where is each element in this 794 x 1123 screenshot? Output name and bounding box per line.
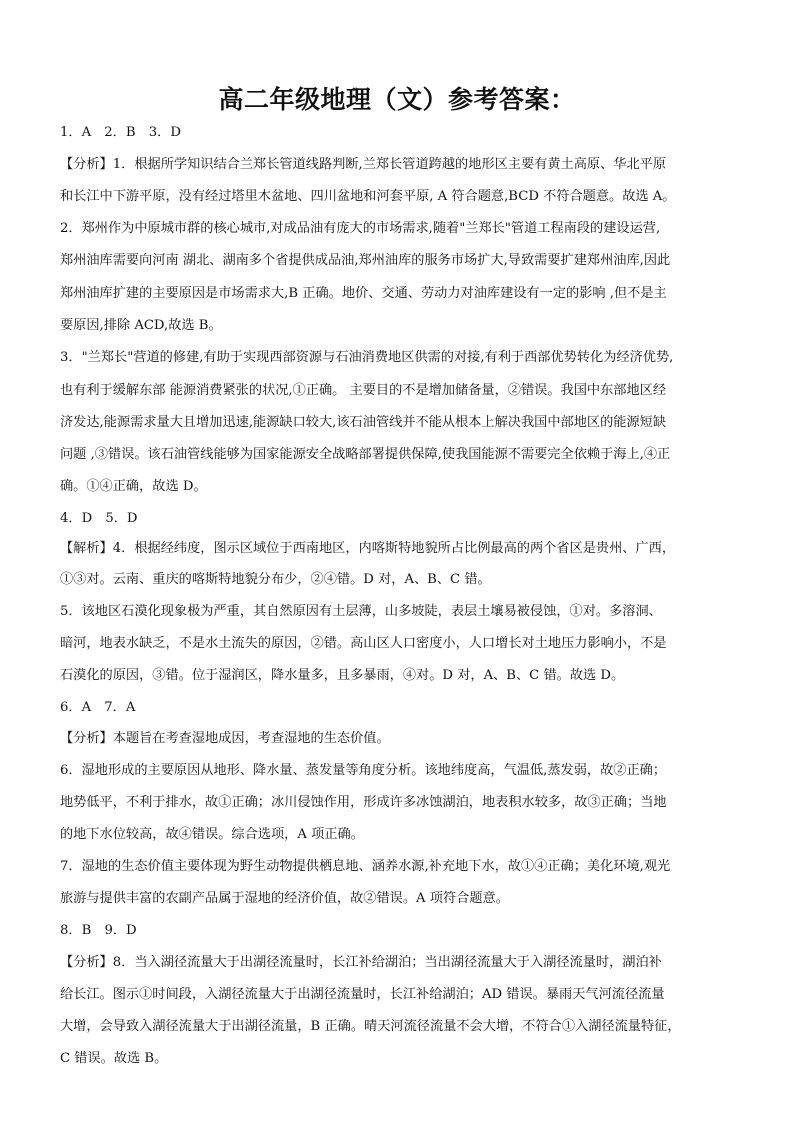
text-line: ①③对。云南、重庆的喀斯特地貌分布少，②④错。D 对，A、B、C 错。 xyxy=(60,572,491,587)
text-line: 4．D 5．D xyxy=(60,511,138,526)
text-line: 6．A 7．A xyxy=(60,700,136,715)
page-title: 高二年级地理（文）参考答案： xyxy=(218,85,576,114)
text-line: 问题 ,③错误。该石油管线能够为国家能源安全战略部署提供保障,使我国能源不需要完全依赖于海上,④正 xyxy=(60,447,671,462)
text-line: 济发达,能源需求量大且增加迅速,能源缺口较大,该石油管线并不能从根本上解决我国中部地区的能源短缺 xyxy=(60,415,667,430)
text-line: 要原因,排除 ACD,故选 B。 xyxy=(60,318,222,333)
text-line: 1．A 2．B 3．D xyxy=(60,125,181,140)
text-line: 【分析】本题旨在考查湿地成因，考查湿地的生态价值。 xyxy=(60,731,390,746)
text-line: 5．该地区石漠化现象极为严重，其自然原因有土层薄，山多坡陡，表层土壤易被侵蚀，①对。多溶洞、 xyxy=(60,604,662,619)
text-line: 7．湿地的生态价值主要体现为野生动物提供栖息地、涵养水源,补充地下水，故①④正确；美化环境,观光 xyxy=(60,859,671,874)
text-line: 【分析】1．根据所学知识结合兰郑长管道线路判断,兰郑长管道跨越的地形区主要有黄土高原、华北平原 xyxy=(60,157,667,172)
text-line: 和长江中下游平原，没有经过塔里木盆地、四川盆地和河套平原, A 符合题意,BCD 不符合题意。故选 A。 xyxy=(60,189,676,204)
text-line: 8．B 9．D xyxy=(60,923,137,938)
text-line: 石漠化的原因，③错。位于湿润区，降水量多，且多暴雨，④对。D 对，A、B、C 错。故选 D。 xyxy=(60,668,625,683)
text-line: 旅游与提供丰富的农副产品属于湿地的经济价值，故②错误。A 项符合题意。 xyxy=(60,891,509,906)
text-line: 3．"兰郑长"营道的修建,有助于实现西部资源与石油消费地区供需的对接,有利于西部优势转化为经济优势, xyxy=(60,350,674,365)
text-line: 地势低平，不利于排水，故①正确；冰川侵蚀作用，形成许多冰蚀湖泊，地表积水较多，故③正确；当地 xyxy=(60,795,667,810)
text-line: 确。①④正确，故选 D。 xyxy=(60,479,207,494)
text-line: 大增，会导致入湖径流量大于出湖径流量，B 正确。晴天河流径流量不会大增，不符合①入湖径流量特征， xyxy=(60,1019,681,1034)
text-line: 也有利于缓解东部 能源消费紧张的状况,①正确。 主要目的不是增加储备量，②错误。我国中东部地区经 xyxy=(60,383,667,398)
text-line: 郑州油库需要向河南 湖北、湖南多个省提供成品油,郑州油库的服务市场扩大,导致需要扩建郑州油库,因此 xyxy=(60,253,671,268)
text-line: C 错误。故选 B。 xyxy=(60,1051,168,1066)
text-line: 的地下水位较高，故④错误。综合选项，A 项正确。 xyxy=(60,827,364,842)
text-line: 【解析】4．根据经纬度，图示区域位于西南地区，内喀斯特地貌所占比例最高的两个省区是贵州、广西， xyxy=(60,541,676,556)
text-line: 暗河，地表水缺乏，不是水土流失的原因，②错。高山区人口密度小，人口增长对土地压力影响小，不是 xyxy=(60,636,667,651)
text-line: 给长江。图示①时间段，入湖径流量大于出湖径流量时，长江补给湖泊；AD 错误。暴雨天气河流径流量 xyxy=(60,987,665,1002)
text-line: 【分析】8．当入湖径流量大于出湖径流量时，长江补给湖泊；当出湖径流量大于入湖径流量时，湖泊补 xyxy=(60,955,662,970)
text-line: 2．郑州作为中原城市群的核心城市,对成品油有庞大的市场需求,随着"兰郑长"管道工程南段的建设运营, xyxy=(60,221,661,236)
text-line: 郑州油库扩建的主要原因是市场需求大,B 正确。地价、交通、劳动力对油库建设有一定的影响 ,但不是主 xyxy=(60,286,667,301)
text-line: 6．湿地形成的主要原因从地形、降水量、蒸发量等角度分析。该地纬度高，气温低,蒸发弱，故②正确； xyxy=(60,763,667,778)
